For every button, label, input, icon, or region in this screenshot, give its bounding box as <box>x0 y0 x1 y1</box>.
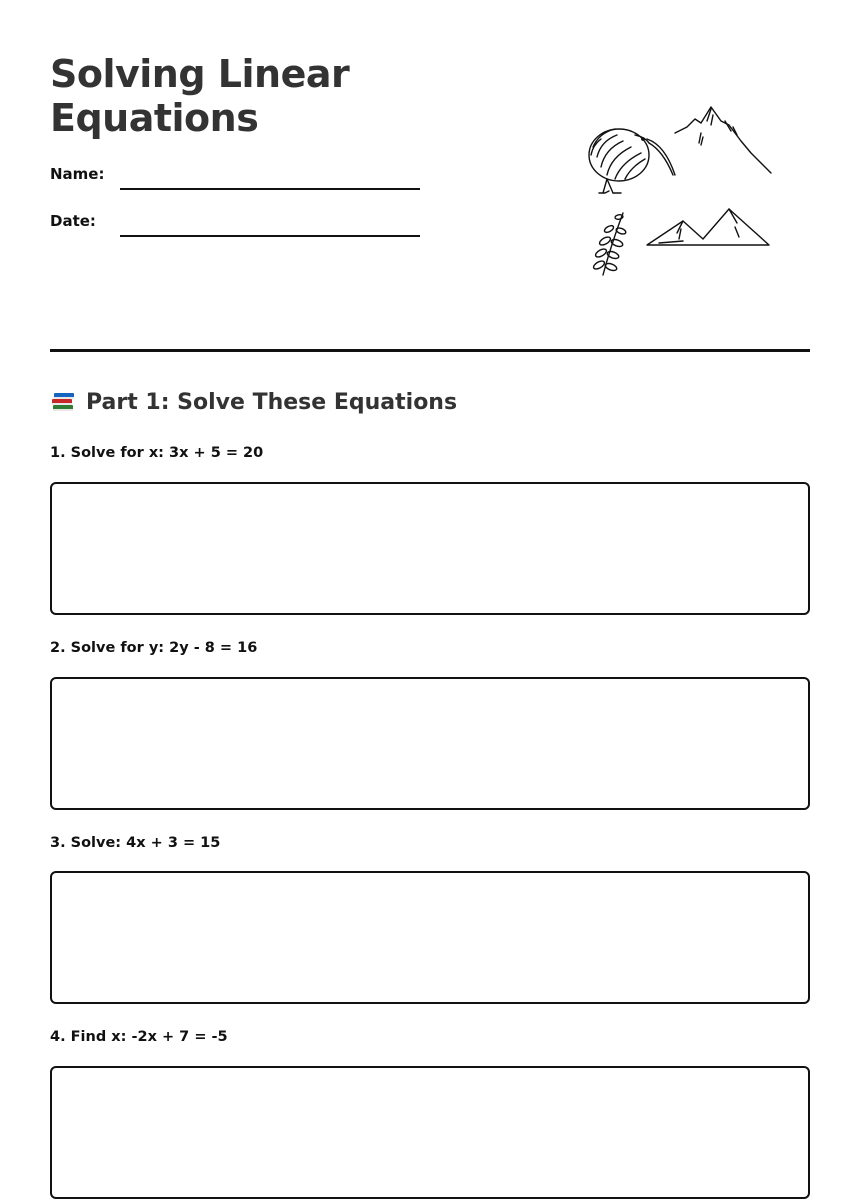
question-3-label: 3. Solve: 4x + 3 = 15 <box>50 835 221 851</box>
answer-box-2[interactable] <box>50 677 810 810</box>
date-line[interactable] <box>120 235 420 237</box>
question-4-label: 4. Find x: -2x + 7 = -5 <box>50 1029 228 1045</box>
mountain-icon <box>675 107 771 173</box>
answer-box-4[interactable] <box>50 1066 810 1199</box>
mountain-range-icon <box>647 209 769 245</box>
page-title: Solving Linear Equations <box>50 52 350 140</box>
section-title: Part 1: Solve These Equations <box>86 389 458 415</box>
date-label: Date: <box>50 212 96 230</box>
fern-icon <box>592 213 626 275</box>
name-label: Name: <box>50 165 105 183</box>
name-line[interactable] <box>120 188 420 190</box>
books-icon <box>50 389 76 415</box>
date-field-row <box>50 212 420 238</box>
answer-box-1[interactable] <box>50 482 810 615</box>
section-divider <box>50 349 810 352</box>
decorative-illustration <box>575 95 785 285</box>
kiwi-bird-icon <box>589 129 675 193</box>
question-2-label: 2. Solve for y: 2y - 8 = 16 <box>50 640 258 656</box>
question-1-label: 1. Solve for x: 3x + 5 = 20 <box>50 445 264 461</box>
answer-box-3[interactable] <box>50 871 810 1004</box>
name-field-row <box>50 165 420 191</box>
section-heading <box>50 389 457 415</box>
